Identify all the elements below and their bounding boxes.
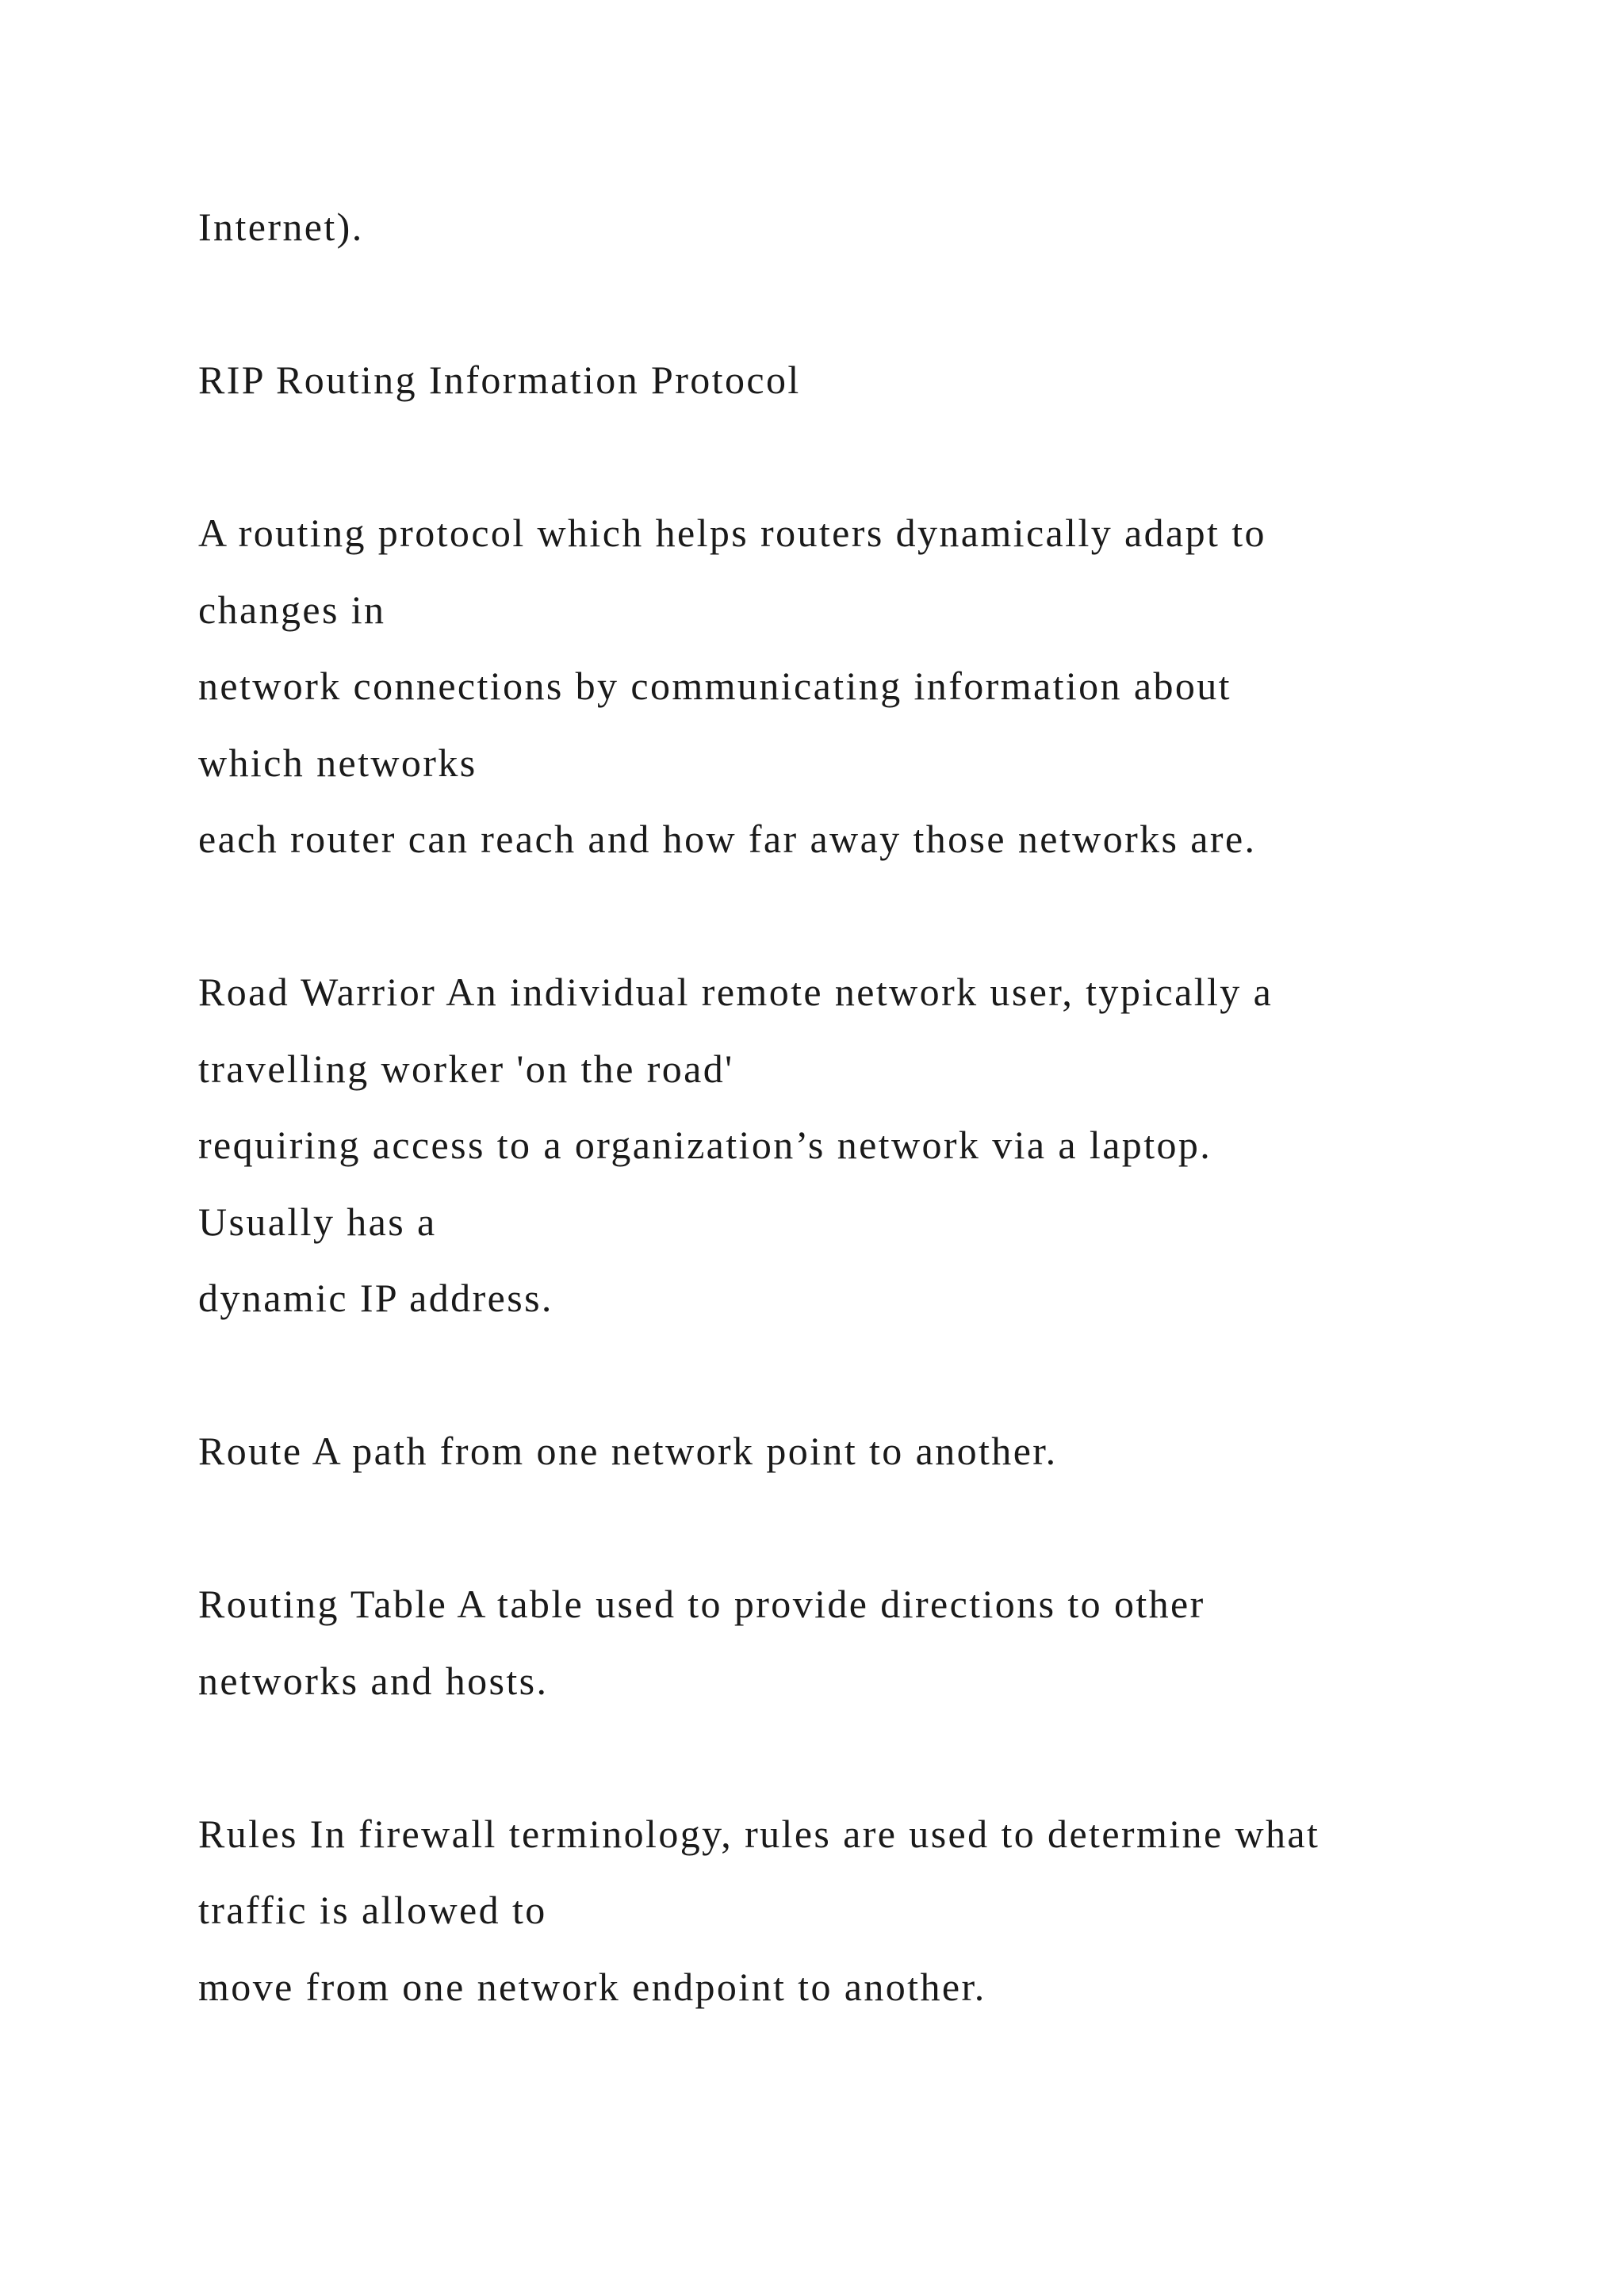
text-line: travelling worker 'on the road' — [198, 1046, 734, 1091]
text-line: requiring access to a organization’s network via a laptop. — [198, 1123, 1212, 1167]
text-line: RIP Routing Information Protocol — [198, 358, 801, 402]
text-line: changes in — [198, 587, 386, 632]
text-line: which networks — [198, 740, 477, 785]
blank-line — [198, 1719, 1594, 1796]
text-line: dynamic IP address. — [198, 1276, 553, 1320]
text-line: networks and hosts. — [198, 1658, 549, 1703]
text-line: A routing protocol which helps routers dynamically adapt to — [198, 511, 1266, 555]
document-body — [198, 189, 1594, 2025]
blank-line — [198, 1490, 1594, 1567]
text-line: Usually has a — [198, 1199, 437, 1244]
text-line: each router can reach and how far away those networks are. — [198, 817, 1257, 861]
text-line: traffic is allowed to — [198, 1888, 547, 1932]
blank-line — [198, 878, 1594, 955]
text-line: network connections by communicating information about — [198, 664, 1231, 708]
text-line: Route A path from one network point to another. — [198, 1429, 1058, 1473]
text-line: Road Warrior An individual remote network user, typically a — [198, 970, 1274, 1014]
text-line: Internet). — [198, 205, 364, 249]
blank-line — [198, 1337, 1594, 1414]
blank-line — [198, 266, 1594, 342]
text-line: Routing Table A table used to provide directions to other — [198, 1582, 1205, 1626]
blank-line — [198, 419, 1594, 496]
text-line: Rules In firewall terminology, rules are used to determine what — [198, 1811, 1320, 1856]
text-line: move from one network endpoint to another. — [198, 1964, 986, 2009]
